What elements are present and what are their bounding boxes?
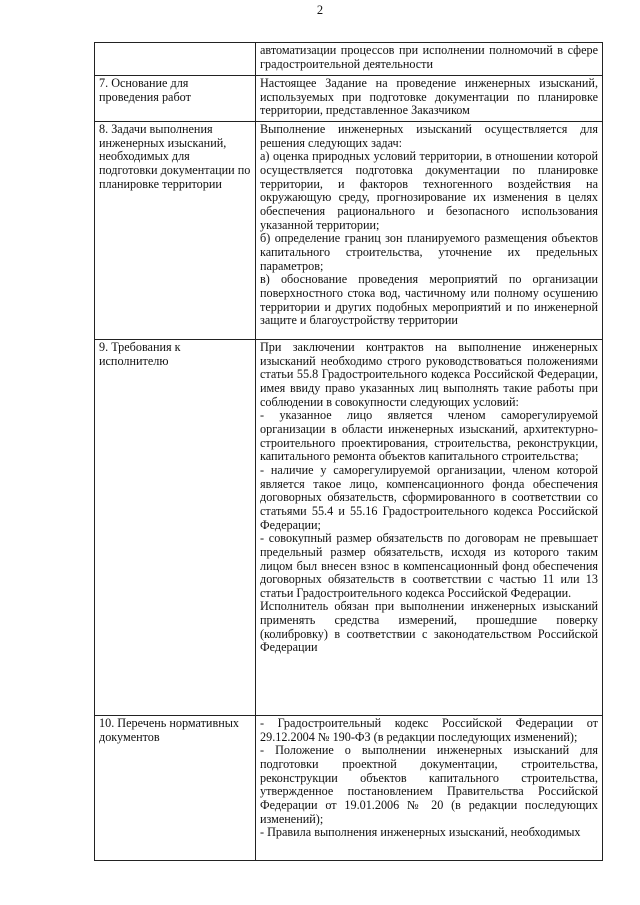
row-label-cell — [95, 43, 256, 76]
row-label: 8. Задачи выполнения инженерных изысканий, необходимых для подготовки документации по планировке территории — [99, 122, 251, 191]
row-label: 7. Основание для проведения работ — [99, 76, 191, 104]
table-row — [95, 43, 603, 76]
paragraph: - совокупный размер обязательств по договорам не превышает предельный размер обязательств, исходя из которого таким лицом был внесен взнос в компенсационный фонд обеспечения договорных обязательств в соответствии с частью 11 или 13 статьи Градостроительного кодекса Российской Федерации. — [260, 531, 598, 600]
row-value-cell — [256, 43, 603, 76]
row-value-cell — [256, 76, 603, 122]
row-label-cell — [95, 716, 256, 861]
table-row — [95, 76, 603, 122]
specification-table — [94, 42, 603, 861]
paragraph: а) оценка природных условий территории, в отношении которой осуществляется подготовка документации по планировке территории, и факторов техногенного воздействия на окружающую среду, прогнозирование их изменения в целях обеспечения рационального и безопасного использования указанной территории; — [260, 149, 598, 232]
paragraph: в) обоснование проведения мероприятий по организации поверхностного стока вод, частичному или полному осушению территории и других подобных мероприятий и по инженерной защите и благоустройству территории — [260, 272, 598, 328]
paragraph: - Градостроительный кодекс Российской Федерации от 29.12.2004 № 190-ФЗ (в редакции последующих изменений); — [260, 716, 598, 744]
row-label-cell — [95, 76, 256, 122]
paragraph: - указанное лицо является членом саморегулируемой организации в области инженерных изысканий, архитектурно-строительного проектирования, строительства, реконструкции, капитального ремонта объектов капитального строительства; — [260, 408, 598, 464]
row-value-cell — [256, 122, 603, 340]
paragraph: Исполнитель обязан при выполнении инженерных изысканий применять средства измерений, прошедшие поверку (колибровку) в соответствии с законодательством Российской Федерации — [260, 599, 598, 655]
paragraph: автоматизации процессов при исполнении полномочий в сфере градостроительной деятельности — [260, 43, 598, 71]
table-row — [95, 716, 603, 861]
page-number: 2 — [316, 3, 324, 17]
row-label: 10. Перечень нормативных документов — [99, 716, 240, 744]
paragraph: - Положение о выполнении инженерных изысканий для подготовки проектной документации, строительства, реконструкции объектов капитального строительства, утвержденное постановлением Правительства Российской Федерации от 19.01.2006 № 20 (в редакции последующих изменений); — [260, 743, 598, 826]
paragraph: Выполнение инженерных изысканий осуществляется для решения следующих задач: — [260, 122, 598, 150]
paragraph: б) определение границ зон планируемого размещения объектов капитального строительства, уточнение их предельных параметров; — [260, 231, 598, 273]
paragraph: Настоящее Задание на проведение инженерных изысканий, используемых при подготовке документации по планировке территории, представленное Заказчиком — [260, 76, 598, 118]
table-row — [95, 340, 603, 716]
paragraph: - наличие у саморегулируемой организации, членом которой является такое лицо, компенсационного фонда обеспечения договорных обязательств, сформированного в соответствии со статьями 55.4 и 55.16 Градостроительного кодекса Российской Федерации; — [260, 462, 598, 532]
row-label-cell — [95, 122, 256, 340]
row-label-cell — [95, 340, 256, 716]
row-value-cell — [256, 716, 603, 861]
row-label: 9. Требования к исполнителю — [99, 340, 181, 368]
paragraph: При заключении контрактов на выполнение инженерных изысканий необходимо строго руководствоваться положениями статьи 55.8 Градостроительного кодекса Российской Федерации, имея ввиду право указанных лиц выполнять такие работы при соблюдении в совокупности следующих условий: — [260, 340, 598, 409]
paragraph: - Правила выполнения инженерных изысканий, необходимых — [260, 825, 581, 840]
table-row — [95, 122, 603, 340]
row-value-cell — [256, 340, 603, 716]
